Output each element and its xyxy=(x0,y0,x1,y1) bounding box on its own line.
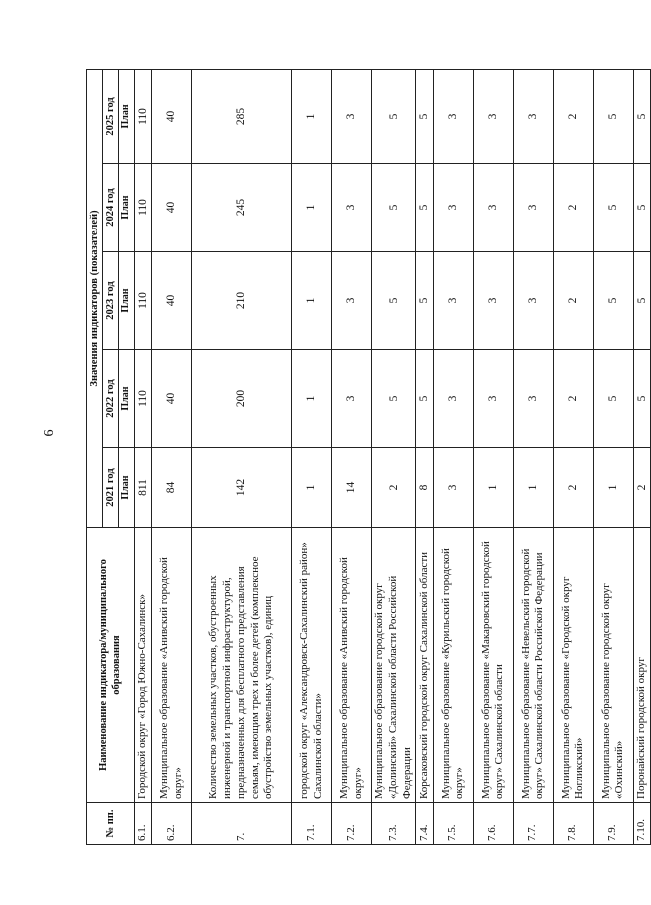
table-row xyxy=(152,69,192,844)
row-value: 5 xyxy=(593,252,633,350)
row-value: 142 xyxy=(192,448,292,528)
row-value: 1 xyxy=(292,350,332,448)
row-number: 7.5. xyxy=(433,803,473,845)
header-plan: План xyxy=(119,252,135,350)
row-name: Муниципальное образование «Анивский городской округ» xyxy=(152,528,192,803)
row-value: 3 xyxy=(433,252,473,350)
row-value: 110 xyxy=(134,164,151,252)
row-number: 7.2. xyxy=(332,803,372,845)
row-value: 3 xyxy=(513,252,553,350)
row-value: 3 xyxy=(473,252,513,350)
row-value: 200 xyxy=(192,350,292,448)
row-name: Количество земельных участков, обустроенных инженерной и транспортной инфраструктурой, предназначенных для бесплатного представления семьям, имеющим трех и более детей (комплексное обустройство земельных участков), единиц xyxy=(192,528,292,803)
row-name: Корсаковский городской округ Сахалинской области xyxy=(416,528,433,803)
row-number: 6.2. xyxy=(152,803,192,845)
row-value: 3 xyxy=(433,164,473,252)
header-plan: План xyxy=(119,448,135,528)
row-value: 84 xyxy=(152,448,192,528)
row-value: 5 xyxy=(416,350,433,448)
row-value: 5 xyxy=(633,69,650,163)
table-row xyxy=(433,69,473,844)
row-name: Муниципальное образование «Анивский городской округ» xyxy=(332,528,372,803)
table-row xyxy=(473,69,513,844)
row-number: 7.1. xyxy=(292,803,332,845)
header-plan: План xyxy=(119,164,135,252)
row-value: 210 xyxy=(192,252,292,350)
table-row xyxy=(372,69,416,844)
row-value: 40 xyxy=(152,69,192,163)
row-value: 5 xyxy=(593,164,633,252)
row-value: 14 xyxy=(332,448,372,528)
table-row xyxy=(513,69,553,844)
row-value: 3 xyxy=(513,164,553,252)
row-value: 1 xyxy=(473,448,513,528)
table-row xyxy=(134,69,151,844)
row-value: 40 xyxy=(152,350,192,448)
row-value: 3 xyxy=(332,69,372,163)
row-value: 3 xyxy=(513,69,553,163)
row-number: 7.9. xyxy=(593,803,633,845)
row-value: 1 xyxy=(292,69,332,163)
row-name: Муниципальное образование «Городской округ Ногликский» xyxy=(553,528,593,803)
row-name: Муниципальное образование «Макаровский городской округ» Сахалинской области xyxy=(473,528,513,803)
row-value: 3 xyxy=(473,69,513,163)
row-value: 2 xyxy=(633,448,650,528)
row-value: 3 xyxy=(473,164,513,252)
row-name: Муниципальное образование «Невельский городской округ» Сахалинской области Российской Федерации xyxy=(513,528,553,803)
row-value: 110 xyxy=(134,69,151,163)
row-value: 5 xyxy=(633,164,650,252)
row-number: 7.10. xyxy=(633,803,650,845)
header-plan: План xyxy=(119,350,135,448)
row-value: 2 xyxy=(372,448,416,528)
header-year-2021: 2021 год xyxy=(103,448,119,528)
row-value: 5 xyxy=(593,350,633,448)
row-value: 40 xyxy=(152,252,192,350)
row-value: 5 xyxy=(416,69,433,163)
row-number: 7. xyxy=(192,803,292,845)
row-value: 1 xyxy=(513,448,553,528)
row-name: Муниципальное образование городской округ «Охинский» xyxy=(593,528,633,803)
row-value: 5 xyxy=(633,252,650,350)
row-value: 110 xyxy=(134,252,151,350)
row-value: 3 xyxy=(332,164,372,252)
row-value: 3 xyxy=(433,69,473,163)
row-name: Муниципальное образование городской округ «Долинский» Сахалинской области Российской Федерации xyxy=(372,528,416,803)
header-values-group: Значения индикаторов (показателей) xyxy=(87,69,103,527)
row-value: 5 xyxy=(372,69,416,163)
row-name: Муниципальное образование «Курильский городской округ» xyxy=(433,528,473,803)
row-number: 6.1. xyxy=(134,803,151,845)
table-row xyxy=(633,69,650,844)
row-value: 2 xyxy=(553,164,593,252)
row-value: 3 xyxy=(433,350,473,448)
row-value: 3 xyxy=(513,350,553,448)
row-number: 7.3. xyxy=(372,803,416,845)
row-name: городской округ «Александровск-Сахалинский район» Сахалинской области» xyxy=(292,528,332,803)
header-num: № пп. xyxy=(87,803,135,845)
row-value: 245 xyxy=(192,164,292,252)
table-row xyxy=(553,69,593,844)
row-value: 2 xyxy=(553,350,593,448)
row-value: 2 xyxy=(553,448,593,528)
table-row xyxy=(416,69,433,844)
table-row xyxy=(192,69,292,844)
row-value: 3 xyxy=(332,350,372,448)
header-year-2025: 2025 год xyxy=(103,69,119,163)
row-name: Городской округ «Город Южно-Сахалинск» xyxy=(134,528,151,803)
row-value: 5 xyxy=(372,350,416,448)
row-number: 7.6. xyxy=(473,803,513,845)
table-row xyxy=(292,69,332,844)
row-value: 3 xyxy=(473,350,513,448)
table-row xyxy=(332,69,372,844)
row-value: 1 xyxy=(292,448,332,528)
row-value: 8 xyxy=(416,448,433,528)
row-value: 1 xyxy=(292,252,332,350)
row-value: 5 xyxy=(633,350,650,448)
row-value: 3 xyxy=(433,448,473,528)
row-value: 2 xyxy=(553,69,593,163)
indicators-table xyxy=(86,69,651,845)
row-number: 7.8. xyxy=(553,803,593,845)
row-number: 7.7. xyxy=(513,803,553,845)
row-value: 5 xyxy=(372,252,416,350)
header-name: Наименование индикатора/муниципального образования xyxy=(87,528,135,803)
row-value: 811 xyxy=(134,448,151,528)
header-year-2022: 2022 год xyxy=(103,350,119,448)
row-value: 3 xyxy=(332,252,372,350)
row-value: 40 xyxy=(152,164,192,252)
row-value: 1 xyxy=(593,448,633,528)
header-plan: План xyxy=(119,69,135,163)
rotated-table-container xyxy=(86,70,648,845)
row-value: 285 xyxy=(192,69,292,163)
row-value: 5 xyxy=(416,164,433,252)
row-value: 5 xyxy=(593,69,633,163)
row-value: 2 xyxy=(553,252,593,350)
row-name: Поронайский городской округ xyxy=(633,528,650,803)
row-number: 7.4. xyxy=(416,803,433,845)
page-number: 6 xyxy=(42,429,57,437)
row-value: 5 xyxy=(372,164,416,252)
row-value: 110 xyxy=(134,350,151,448)
row-value: 5 xyxy=(416,252,433,350)
table-row xyxy=(593,69,633,844)
header-year-2023: 2023 год xyxy=(103,252,119,350)
header-year-2024: 2024 год xyxy=(103,164,119,252)
row-value: 1 xyxy=(292,164,332,252)
